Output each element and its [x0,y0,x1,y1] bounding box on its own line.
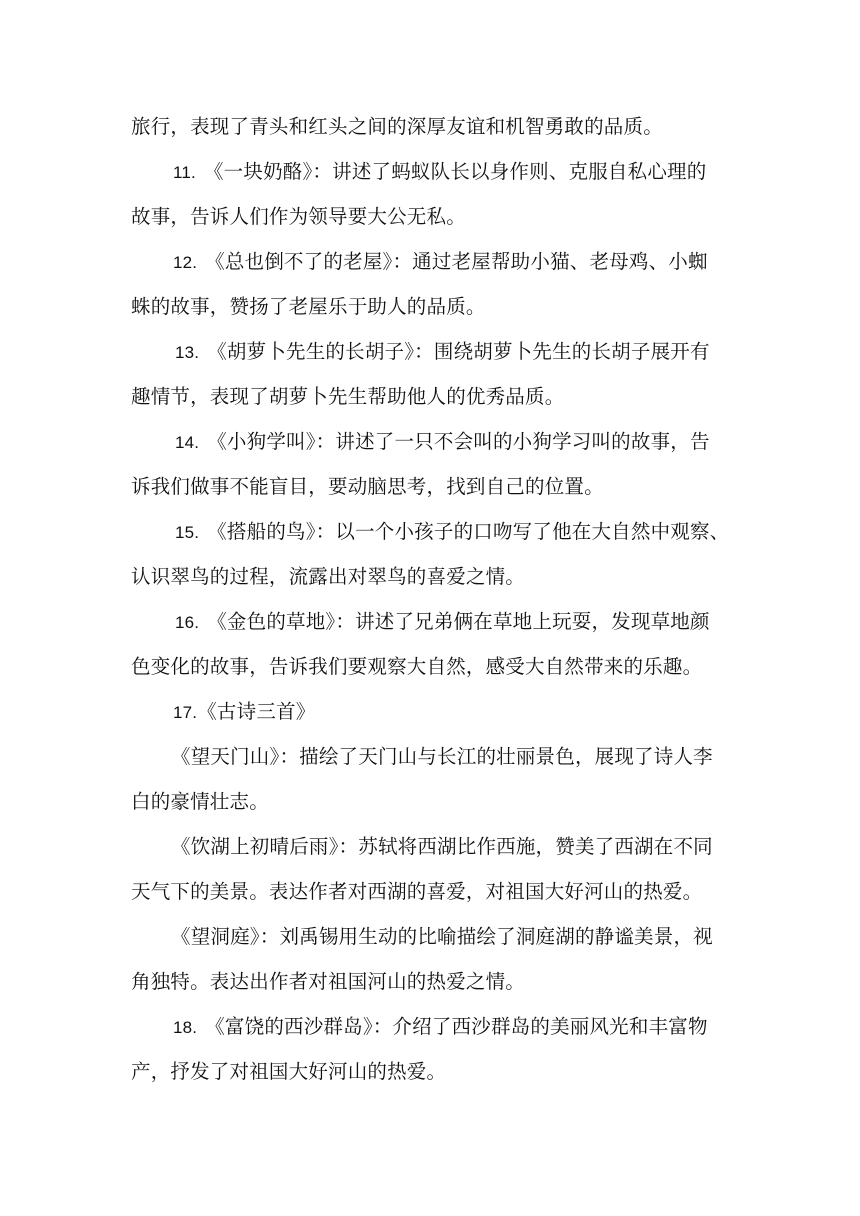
list-item-17 [173,694,793,730]
poem-summary-line [171,829,791,865]
item-number: 13. [175,343,200,362]
paragraph-line [131,1054,751,1090]
paragraph-line [131,964,751,1000]
line-text: 《饮湖上初晴后雨》：苏轼将西湖比作西施，赞美了西湖在不同 [171,835,713,858]
line-text: 旅行，表现了青头和红头之间的深厚友谊和机智勇敢的品质。 [131,115,663,138]
item-number: 12. [173,253,198,272]
line-text: 认识翠鸟的过程，流露出对翠鸟的喜爱之情。 [131,565,526,588]
line-text: 《望洞庭》：刘禹锡用生动的比喻描绘了洞庭湖的静谧美景，视 [171,925,713,948]
line-text: 《搭船的鸟》：以一个小孩子的口吻写了他在大自然中观察、 [207,520,730,543]
list-item-13 [175,334,795,370]
line-text: 《一块奶酪》：讲述了蚂蚁队长以身作则、克服自私心理的 [203,160,707,183]
paragraph-line [131,784,751,820]
paragraph-line [131,559,751,595]
line-text: 色变化的故事，告诉我们要观察大自然，感受大自然带来的乐趣。 [131,655,703,678]
paragraph-line [131,379,751,415]
list-item-11 [173,154,793,190]
line-text: 《总也倒不了的老屋》：通过老屋帮助小猫、老母鸡、小蜘 [205,250,708,273]
list-item-14 [175,424,795,460]
line-text: 天气下的美景。表达作者对西湖的喜爱，对祖国大好河山的热爱。 [131,880,703,903]
paragraph-line [131,109,751,145]
item-number: 18. [173,1018,198,1037]
paragraph-line [131,874,751,910]
item-number: 11. [173,163,196,182]
paragraph-line [131,649,751,685]
paragraph-line [131,289,751,325]
line-text: 蛛的故事，赞扬了老屋乐于助人的品质。 [131,295,486,318]
list-item-18 [173,1009,793,1045]
line-text: 趣情节，表现了胡萝卜先生帮助他人的优秀品质。 [131,385,565,408]
item-number: 16. [175,613,200,632]
line-text: 《金色的草地》：讲述了兄弟俩在草地上玩耍，发现草地颜 [207,610,710,633]
line-text: 诉我们做事不能盲目，要动脑思考，找到自己的位置。 [131,475,604,498]
line-text: 角独特。表达出作者对祖国河山的热爱之情。 [131,970,526,993]
line-text: 白的豪情壮志。 [131,790,269,813]
item-number: 15. [175,523,200,542]
poem-summary-line [171,919,791,955]
line-text: 《古诗三首》 [197,700,316,723]
line-text: 《胡萝卜先生的长胡子》：围绕胡萝卜先生的长胡子展开有 [207,340,710,363]
item-number: 14. [175,433,200,452]
item-number: 17. [173,703,198,722]
list-item-16 [175,604,795,640]
paragraph-line [131,199,751,235]
line-text: 故事，告诉人们作为领导要大公无私。 [131,205,466,228]
line-text: 《富饶的西沙群岛》：介绍了西沙群岛的美丽风光和丰富物 [205,1015,708,1038]
line-text: 产，抒发了对祖国大好河山的热爱。 [131,1060,447,1083]
list-item-12 [173,244,793,280]
poem-summary-line [171,739,791,775]
line-text: 《小狗学叫》：讲述了一只不会叫的小狗学习叫的故事，告 [207,430,710,453]
paragraph-line [131,469,751,505]
list-item-15 [175,514,795,550]
line-text: 《望天门山》：描绘了天门山与长江的壮丽景色，展现了诗人李 [171,745,713,768]
